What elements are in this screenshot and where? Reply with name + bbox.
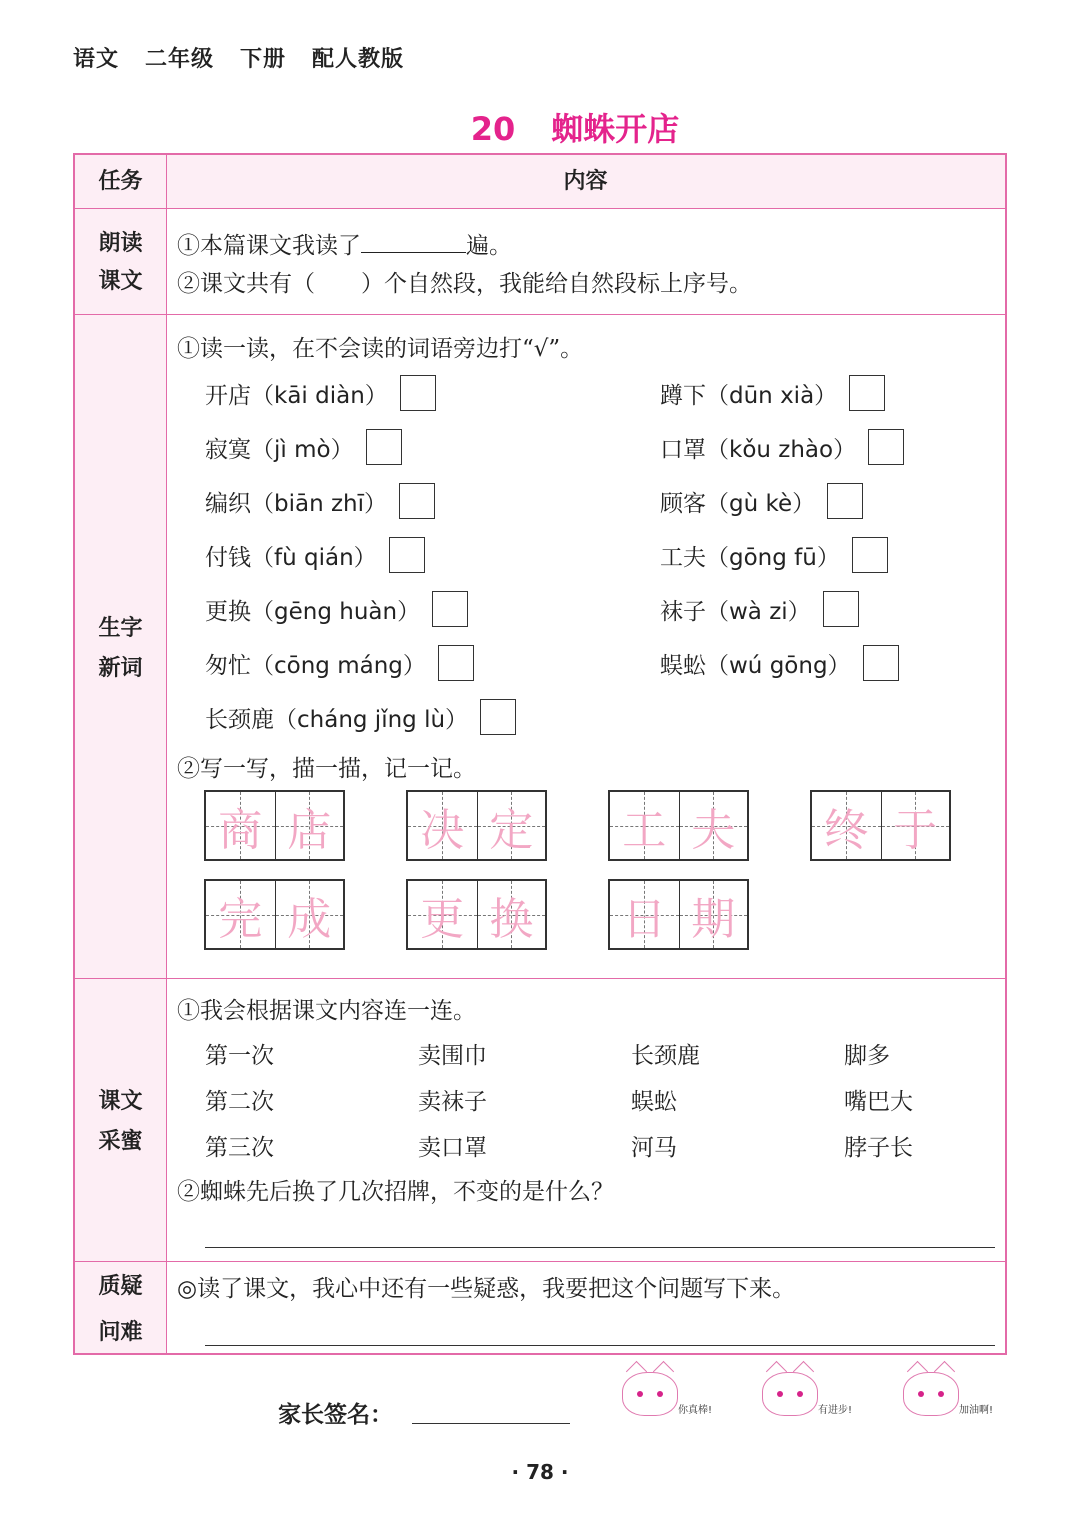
lesson-q1: ①我会根据课文内容连一连。 [177, 998, 476, 1024]
page-number: · 78 · [511, 1460, 569, 1484]
checkbox[interactable] [863, 645, 899, 681]
edition: 配人教版 [312, 47, 405, 72]
match-item[interactable]: 卖袜子 [418, 1089, 487, 1115]
lesson-number: 20 [470, 110, 516, 148]
row-label: 朗读 [98, 231, 143, 256]
match-item[interactable]: 脖子长 [844, 1135, 913, 1161]
match-item[interactable]: 卖口罩 [418, 1135, 487, 1161]
cat-icon [903, 1372, 959, 1416]
row-label: 生字 [98, 616, 143, 641]
checkbox[interactable] [438, 645, 474, 681]
book-header [73, 42, 430, 73]
col-task: 任务 [98, 169, 143, 194]
grade: 二年级 [145, 47, 215, 72]
writing-grid[interactable]: 商 店 [204, 790, 345, 861]
read-q2: ②课文共有（ ）个自然段，我能给自然段标上序号。 [177, 271, 752, 297]
checkbox[interactable] [823, 591, 859, 627]
answer-blank[interactable] [361, 231, 466, 253]
checkbox[interactable] [389, 537, 425, 573]
word-item: 付钱（fù qián） [205, 537, 425, 573]
checkbox[interactable] [868, 429, 904, 465]
sticker: 你真棒! [622, 1372, 712, 1416]
writing-grid[interactable]: 终 于 [810, 790, 951, 861]
word-item: 开店（kāi diàn） [205, 375, 436, 411]
sticker: 加油啊! [903, 1372, 993, 1416]
row-label: 课文 [98, 1089, 143, 1114]
word-item: 顾客（gù kè） [660, 483, 863, 519]
checkbox[interactable] [849, 375, 885, 411]
match-item[interactable]: 第二次 [205, 1089, 274, 1115]
parent-signature-label: 家长签名： [278, 1402, 393, 1428]
match-item[interactable]: 脚多 [844, 1043, 890, 1069]
writing-grid[interactable]: 决 定 [406, 790, 547, 861]
writing-grid[interactable]: 完 成 [204, 879, 345, 950]
subject: 语文 [73, 47, 120, 72]
match-item[interactable]: 河马 [631, 1135, 677, 1161]
row-label: 问难 [98, 1320, 143, 1345]
word-item: 匆忙（cōng máng） [205, 645, 474, 681]
lesson-title [0, 104, 1080, 150]
lesson-q2: ②蜘蛛先后换了几次招牌，不变的是什么？ [177, 1179, 614, 1205]
row-label: 质疑 [98, 1274, 143, 1299]
checkbox[interactable] [400, 375, 436, 411]
checkbox[interactable] [366, 429, 402, 465]
cat-icon [762, 1372, 818, 1416]
word-item: 口罩（kǒu zhào） [660, 429, 904, 465]
checkbox[interactable] [432, 591, 468, 627]
row-label: 课文 [98, 269, 143, 294]
writing-grid[interactable]: 日 期 [608, 879, 749, 950]
row-label: 采蜜 [98, 1129, 143, 1154]
row-label: 新词 [98, 656, 143, 681]
word-item: 蜈蚣（wú gōng） [660, 645, 899, 681]
writing-grid[interactable]: 工 夫 [608, 790, 749, 861]
parent-signature-field[interactable] [412, 1396, 570, 1424]
match-item[interactable]: 第三次 [205, 1135, 274, 1161]
volume: 下册 [240, 47, 287, 72]
word-item: 长颈鹿（cháng jǐng lù） [205, 699, 516, 735]
match-item[interactable]: 长颈鹿 [631, 1043, 700, 1069]
writing-grid[interactable]: 更 换 [406, 879, 547, 950]
match-item[interactable]: 卖围巾 [418, 1043, 487, 1069]
words-q2: ②写一写，描一描，记一记。 [177, 756, 476, 782]
worksheet-table [73, 153, 1007, 1355]
words-q1: ①读一读，在不会读的词语旁边打“√”。 [177, 336, 584, 362]
sticker: 有进步! [762, 1372, 852, 1416]
word-item: 蹲下（dūn xià） [660, 375, 885, 411]
word-item: 更换（gēng huàn） [205, 591, 468, 627]
col-content: 内容 [563, 169, 608, 194]
checkbox[interactable] [480, 699, 516, 735]
match-item[interactable]: 蜈蚣 [631, 1089, 677, 1115]
checkbox[interactable] [827, 483, 863, 519]
doubt-q: ◎读了课文，我心中还有一些疑惑，我要把这个问题写下来。 [177, 1276, 796, 1302]
answer-line[interactable] [205, 1247, 995, 1248]
match-item[interactable]: 第一次 [205, 1043, 274, 1069]
lesson-name: 蜘蛛开店 [551, 110, 680, 148]
answer-line[interactable] [205, 1345, 995, 1346]
word-item: 寂寞（jì mò） [205, 429, 402, 465]
match-item[interactable]: 嘴巴大 [844, 1089, 913, 1115]
read-q1: ①本篇课文我读了 遍。 [177, 233, 512, 259]
word-item: 袜子（wà zi） [660, 591, 859, 627]
checkbox[interactable] [399, 483, 435, 519]
word-item: 编织（biān zhī） [205, 483, 435, 519]
checkbox[interactable] [852, 537, 888, 573]
cat-icon [622, 1372, 678, 1416]
word-item: 工夫（gōng fū） [660, 537, 888, 573]
